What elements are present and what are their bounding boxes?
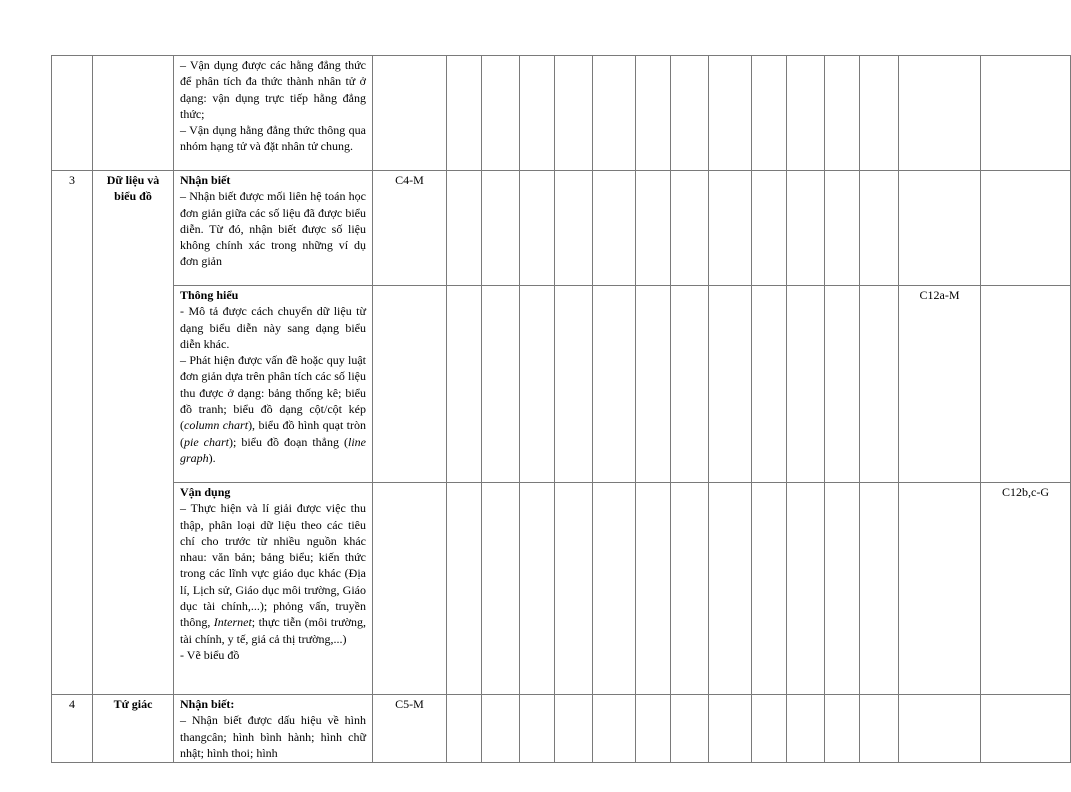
description-line: – Vận dụng hằng đẳng thức thông qua nhóm hạng tử và đặt nhân tử chung. (180, 123, 366, 154)
table-row (52, 171, 1071, 286)
matrix-table (51, 55, 1071, 763)
table-row (52, 56, 1071, 171)
cell-description (174, 695, 373, 763)
question-code: C12b,c-G (981, 483, 1071, 695)
level-heading: Vận dụng (180, 485, 231, 499)
cell-num: 3 (52, 171, 93, 695)
cell-num (52, 56, 93, 171)
question-code: C4-M (373, 171, 447, 286)
description-line: – Phát hiện được vấn đề hoặc quy luật đơn giản dựa trên phân tích các số liệu thu được ở dạng: bảng thống kê; biểu đồ tranh; biểu đồ dạng cột/cột kép (column chart), biểu đồ hình quạt tròn (pie chart); biểu đồ đoạn thẳng (line graph). (180, 353, 367, 465)
cell-topic: Dữ liệu và biểu đồ (93, 171, 174, 695)
table-row (52, 286, 1071, 483)
table-row (52, 483, 1071, 695)
description-line: – Nhận biết được dấu hiệu về hình thangcân; hình bình hành; hình chữ nhật; hình thoi; hình (180, 713, 366, 760)
description-line: – Nhận biết được mối liên hệ toán học đơn giản giữa các số liệu đã được biểu diễn. Từ đó, nhận biết được số liệu không chính xác trong những ví dụ đơn giản (180, 189, 366, 269)
cell-description (174, 286, 373, 483)
description-line: – Vận dụng được các hằng đẳng thức để phân tích đa thức thành nhân tử ở dạng: vận dụng trực tiếp hằng đẳng thức; (180, 58, 366, 121)
description-line: - Mô tả được cách chuyển dữ liệu từ dạng biểu diễn này sang dạng biểu diễn khác. (180, 304, 366, 351)
cell-topic: Tứ giác (93, 695, 174, 763)
question-code: C12a-M (899, 286, 981, 483)
cell-num: 4 (52, 695, 93, 763)
cell-description (174, 483, 373, 695)
table-row (52, 695, 1071, 763)
cell-description (174, 171, 373, 286)
question-code: C5-M (373, 695, 447, 763)
description-line: - Vẽ biểu đồ (180, 647, 240, 662)
description-line: – Thực hiện và lí giải được việc thu thập, phân loại dữ liệu theo các tiêu chí cho trước từ nhiều nguồn khác nhau: văn bản; bảng biểu; kiến thức trong các lĩnh vực giáo dục khác (Địa lí, Lịch sử, Giáo dục môi trường, Giáo dục tài chính,...); phỏng vấn, truyền thông, Internet; thực tiễn (môi trường, tài chính, y tế, giá cả thị trường,...) (180, 501, 366, 646)
level-heading: Thông hiểu (180, 288, 239, 302)
level-heading: Nhận biết (180, 173, 231, 187)
cell-description (174, 56, 373, 171)
level-heading: Nhận biết: (180, 697, 235, 711)
cell-topic (93, 56, 174, 171)
